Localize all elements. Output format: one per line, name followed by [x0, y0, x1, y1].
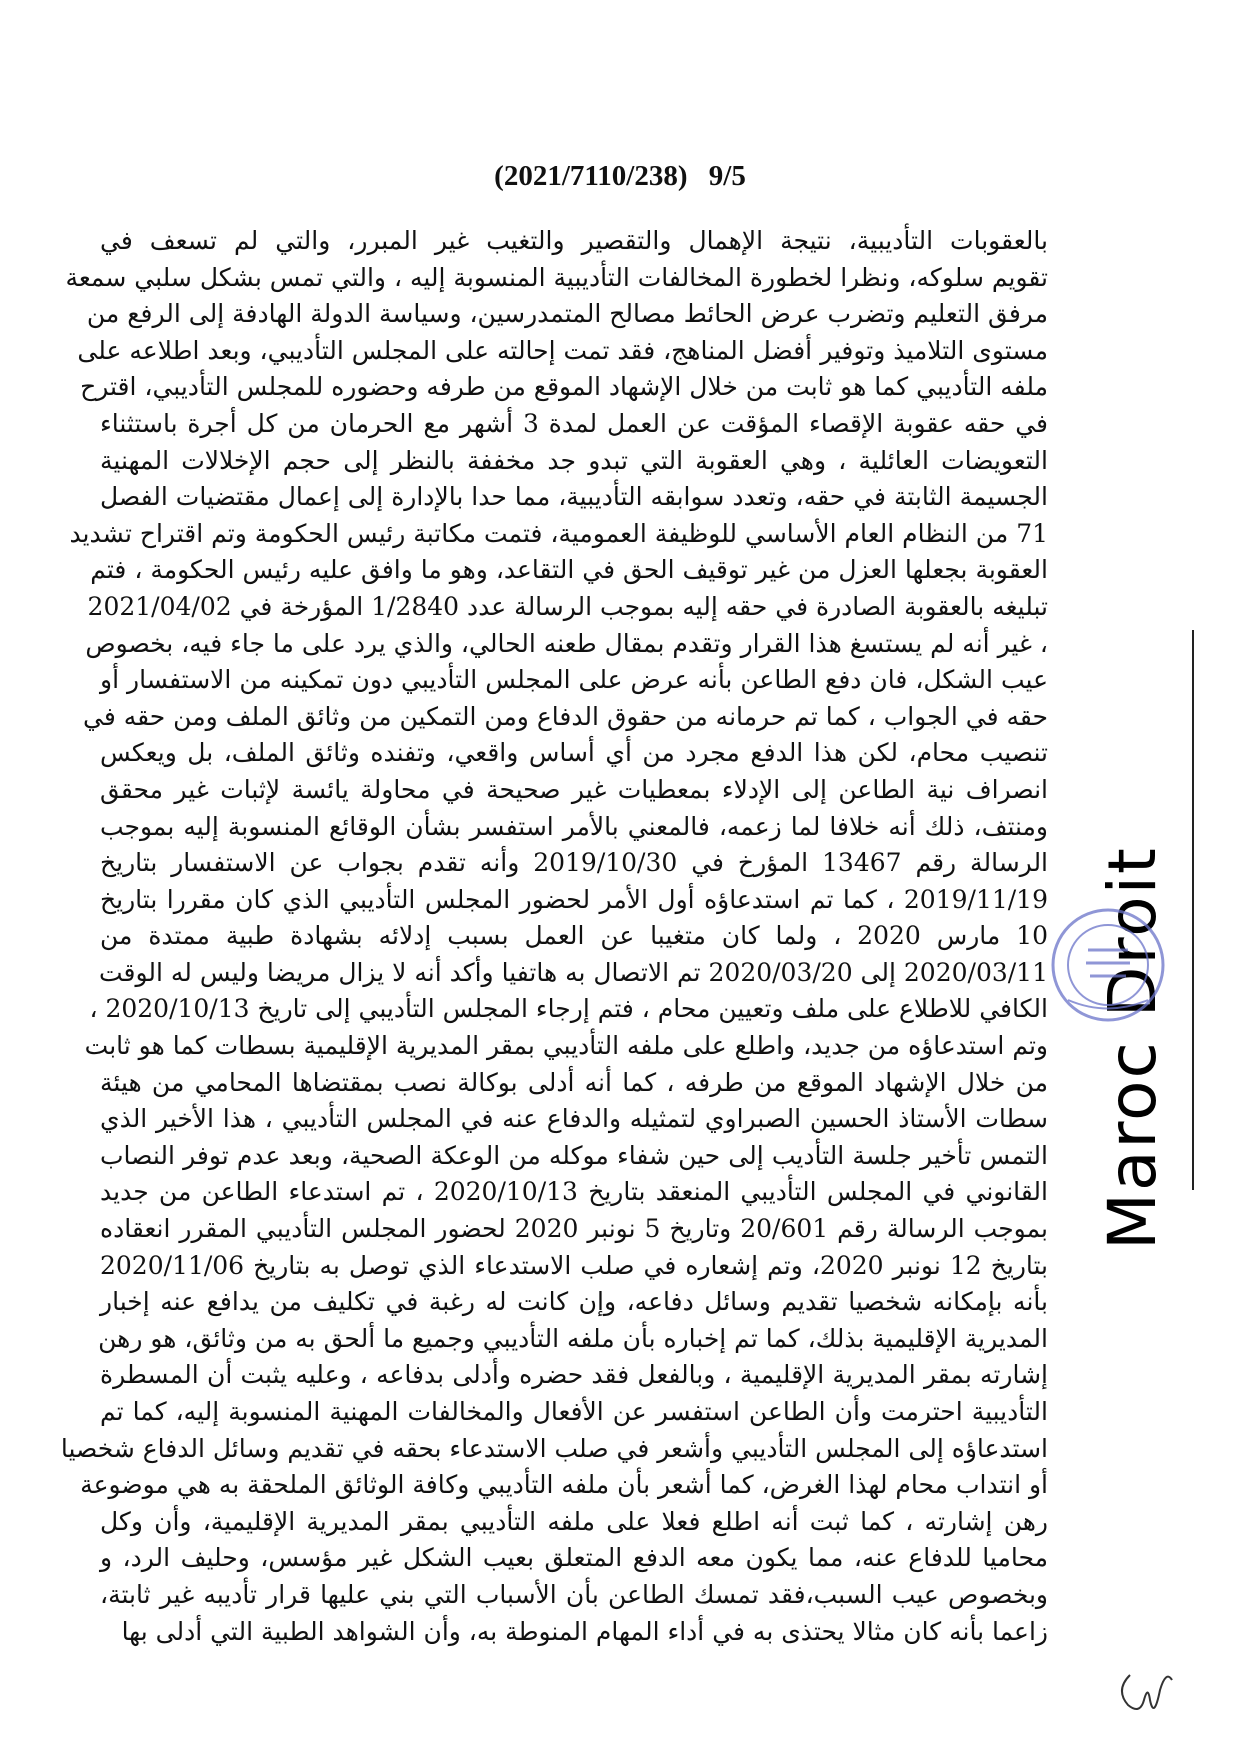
text-line: مستوى التلاميذ وتوفير أفضل المناهج، فقد تمت إحالته على المجلس التأديبي، وبعد اطلاعه على [77, 335, 1048, 365]
text-line: بالعقوبات التأديبية، نتيجة الإهمال والتقصير والتغيب غير المبرر، والتي لم تسعف في [100, 226, 1048, 255]
signature-icon [1110, 1660, 1180, 1720]
text-line: 10 مارس 2020 ، ولما كان متغيبا عن العمل بسبب إدلائه بشهادة طبية ممتدة من [100, 921, 1048, 951]
text-line: إشارته بمقر المديرية الإقليمية ، وبالفعل فقد حضره وأدلى بدفاعه ، وعليه يثبت أن المسطرة [100, 1360, 1048, 1390]
text-line: بأنه بإمكانه شخصيا تقديم وسائل دفاعه، وإن كانت له رغبة في تكليف من يدافع عنه إخبار [100, 1287, 1048, 1317]
text-line: مرفق التعليم وتضرب عرض الحائط مصالح المتمدرسين، وسياسة الدولة الهادفة إلى الرفع من [86, 299, 1048, 329]
text-line: رهن إشارته ، كما ثبت أنه اطلع فعلا على ملفه التأديبي بمقر المديرية الإقليمية، وأن وكل [100, 1506, 1048, 1536]
page-header [0, 160, 1240, 193]
text-line: انصراف نية الطاعن إلى الإدلاء بمعطيات غير صحيحة في محاولة يائسة لإثبات غير محقق [100, 774, 1048, 804]
text-line: ، غير أنه لم يستسغ هذا القرار وتقدم بمقال طعنه الحالي، والذي يرد على ما جاء فيه، بخصوص [85, 628, 1048, 658]
text-line: المديرية الإقليمية بذلك، كما تم إخباره بأن ملفه التأديبي وجميع ما ألحق به من وثائق، هو رهن [98, 1323, 1048, 1353]
watermark: Maroc Droit [1094, 846, 1171, 1250]
text-line: أو انتداب محام لهذا الغرض، كما أشعر بأن ملفه التأديبي وكافة الوثائق الملحقة به هي موضوعة [80, 1470, 1048, 1500]
text-line: التمس تأخير جلسة التأديب إلى حين شفاء موكله من الوعكة الصحية، وبعد عدم توفر النصاب [100, 1140, 1048, 1170]
text-line: الكافي للاطلاع على ملف وتعيين محام ، فتم إرجاء المجلس التأديبي إلى تاريخ 2020/10/13 ، [89, 994, 1048, 1024]
text-line: ملفه التأديبي كما هو ثابت من خلال الإشهاد الموقع من طرفه وحضوره للمجلس التأديبي، اقترح [80, 372, 1048, 402]
document-body [60, 223, 1049, 1650]
text-line: 2020/03/11 إلى 2020/03/20 تم الاتصال به هاتفيا وأكد أنه لا يزال مريضا وليس له الوقت [98, 957, 1048, 987]
text-line: وبخصوص عيب السبب،فقد تمسك الطاعن بأن الأسباب التي بني عليها قرار تأديبه غير ثابتة، [100, 1579, 1048, 1609]
text-line: حقه في الجواب ، كما تم حرمانه من حقوق الدفاع ومن التمكين من وثائق الملف ومن حقه في [82, 701, 1048, 731]
text-line: تبليغه بالعقوبة الصادرة في حقه إليه بموجب الرسالة عدد 1/2840 المؤرخة في 2021/04/02 [87, 591, 1048, 621]
text-line: من خلال الإشهاد الموقع من طرفه ، كما أنه أدلى بوكالة نصب بمقتضاها المحامي من هيئة [100, 1067, 1048, 1097]
text-line: بموجب الرسالة رقم 20/601 وتاريخ 5 نونبر 2020 لحضور المجلس التأديبي المقرر انعقاده [100, 1214, 1049, 1244]
text-line: بتاريخ 12 نونبر 2020، وتم إشعاره في صلب الاستدعاء الذي توصل به بتاريخ 2020/11/06 [100, 1250, 1049, 1280]
text-line: التعويضات العائلية ، وهي العقوبة التي تبدو جد مخففة بالنظر إلى حجم الإخلالات المهنية [100, 445, 1048, 475]
text-line: الجسيمة الثابتة في حقه، وتعدد سوابقه التأديبية، مما حدا بالإدارة إلى إعمال مقتضيات الفصل [100, 482, 1048, 512]
text-line: سطات الأستاذ الحسين الصبراوي لتمثيله والدفاع عنه في المجلس التأديبي ، هذا الأخير الذي [100, 1104, 1048, 1134]
text-line: القانوني في المجلس التأديبي المنعقد بتاريخ 2020/10/13 ، تم استدعاء الطاعن من جديد [100, 1177, 1048, 1207]
text-line: في حقه عقوبة الإقصاء المؤقت عن العمل لمدة 3 أشهر مع الحرمان من كل أجرة باستثناء [100, 408, 1048, 438]
text-line: تقويم سلوكه، ونظرا لخطورة المخالفات التأديبية المنسوبة إليه ، والتي تمس بشكل سلبي سمعة [65, 262, 1048, 292]
text-line: زاعما بأنه كان مثالا يحتذى به في أداء المهام المنوطة به، وأن الشواهد الطبية التي أدلى بها [121, 1616, 1048, 1646]
text-line: استدعاؤه إلى المجلس التأديبي وأشعر في صلب الاستدعاء بحقه في تقديم وسائل الدفاع شخصيا [60, 1433, 1048, 1463]
text-line: محاميا للدفاع عنه، مما يكون معه الدفع المتعلق بعيب الشكل غير مؤسس، وحليف الرد، و [100, 1543, 1048, 1573]
text-line: التأديبية احترمت وأن الطاعن استفسر عن الأفعال والمخالفات المهنية المنسوبة إليه، كما تم [100, 1397, 1048, 1426]
text-line: ومنتف، ذلك أنه خلافا لما زعمه، فالمعني بالأمر استفسر بشأن الوقائع المنسوبة إليه بموجب [100, 811, 1048, 841]
file-reference: (2021/7110/238) [494, 160, 688, 192]
text-line: عيب الشكل، فان دفع الطاعن بأنه عرض على المجلس التأديبي دون تمكينه من الاستفسار أو [100, 665, 1048, 695]
text-line: وتم استدعاؤه من جديد، واطلع على ملفه التأديبي بمقر المديرية الإقليمية بسطات كما هو ثابت [84, 1031, 1048, 1061]
watermark-underline [1192, 630, 1194, 1190]
text-line: 71 من النظام العام الأساسي للوظيفة العمومية، فتمت مكاتبة رئيس الحكومة وتم اقتراح تشديد [69, 518, 1048, 548]
page-number: 9/5 [708, 160, 746, 192]
official-stamp-icon [1048, 905, 1168, 1025]
text-line: 2019/11/19 ، كما تم استدعاؤه أول الأمر لحضور المجلس التأديبي الذي كان مقررا بتاريخ [100, 884, 1048, 914]
text-line: الرسالة رقم 13467 المؤرخ في 2019/10/30 وأنه تقدم بجواب عن الاستفسار بتاريخ [100, 848, 1049, 878]
text-line: العقوبة بجعلها العزل من غير توقيف الحق في التقاعد، وهو ما وافق عليه رئيس الحكومة ، فتم [90, 555, 1048, 585]
text-line: تنصيب محام، لكن هذا الدفع مجرد من أي أساس واقعي، وتفنده وثائق الملف، بل ويعكس [100, 738, 1048, 768]
